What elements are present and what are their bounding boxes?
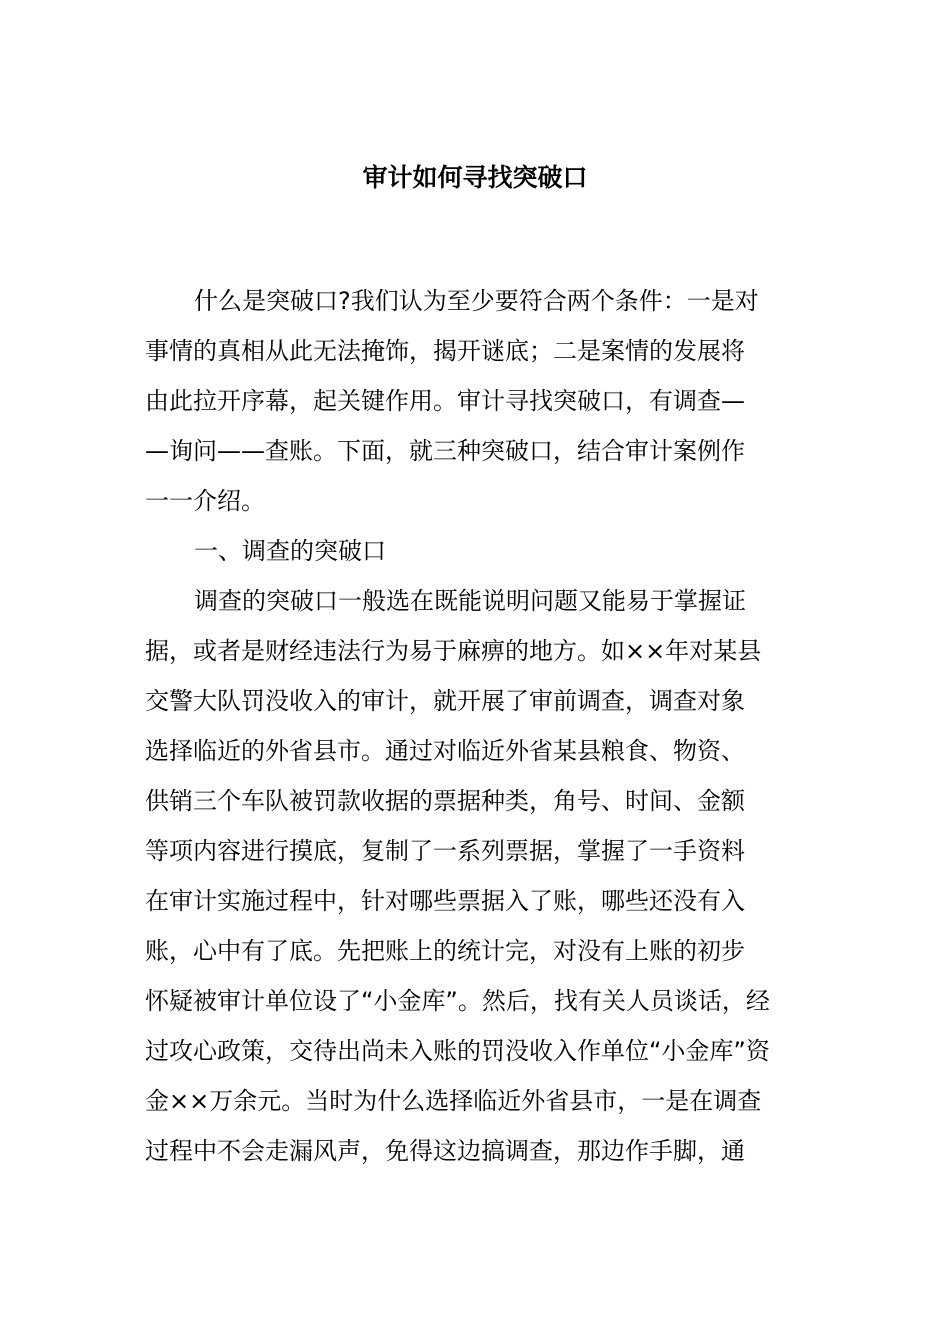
paragraph-line: 金××万余元。当时为什么选择临近外省县市，一是在调查 — [145, 1087, 762, 1115]
paragraph-line: 在审计实施过程中，针对哪些票据入了账，哪些还没有入 — [145, 887, 745, 915]
paragraph-line: 什么是突破口?我们认为至少要符合两个条件：一是对 — [194, 287, 759, 315]
paragraph-line: 供销三个车队被罚款收据的票据种类，角号、时间、金额 — [145, 787, 745, 815]
paragraph-line: 由此拉开序幕，起关键作用。审计寻找突破口，有调查— — [145, 387, 745, 415]
paragraph-line: —询问——查账。下面，就三种突破口，结合审计案例作 — [145, 437, 745, 465]
section-heading: 一、调查的突破口 — [194, 537, 386, 565]
paragraph-line: 一一介绍。 — [145, 487, 265, 515]
paragraph-line: 交警大队罚没收入的审计，就开展了审前调查，调查对象 — [145, 687, 745, 715]
paragraph-line: 等项内容进行摸底，复制了一系列票据，掌握了一手资料 — [145, 837, 745, 865]
paragraph-line: 据，或者是财经违法行为易于麻痹的地方。如××年对某县 — [145, 637, 762, 665]
paragraph-line: 账，心中有了底。先把账上的统计完，对没有上账的初步 — [145, 937, 745, 965]
paragraph-line: 怀疑被审计单位设了“小金库”。然后，找有关人员谈话，经 — [145, 987, 770, 1015]
paragraph-line: 选择临近的外省县市。通过对临近外省某县粮食、物资、 — [145, 737, 745, 765]
document-title: 审计如何寻找突破口 — [362, 163, 588, 192]
paragraph-line: 过攻心政策，交待出尚未入账的罚没收入作单位“小金库”资 — [145, 1037, 770, 1065]
paragraph-line: 调查的突破口一般选在既能说明问题又能易于掌握证 — [194, 587, 746, 615]
paragraph-line: 事情的真相从此无法掩饰，揭开谜底；二是案情的发展将 — [145, 337, 745, 365]
paragraph-line: 过程中不会走漏风声，免得这边搞调查，那边作手脚，通 — [145, 1137, 745, 1165]
